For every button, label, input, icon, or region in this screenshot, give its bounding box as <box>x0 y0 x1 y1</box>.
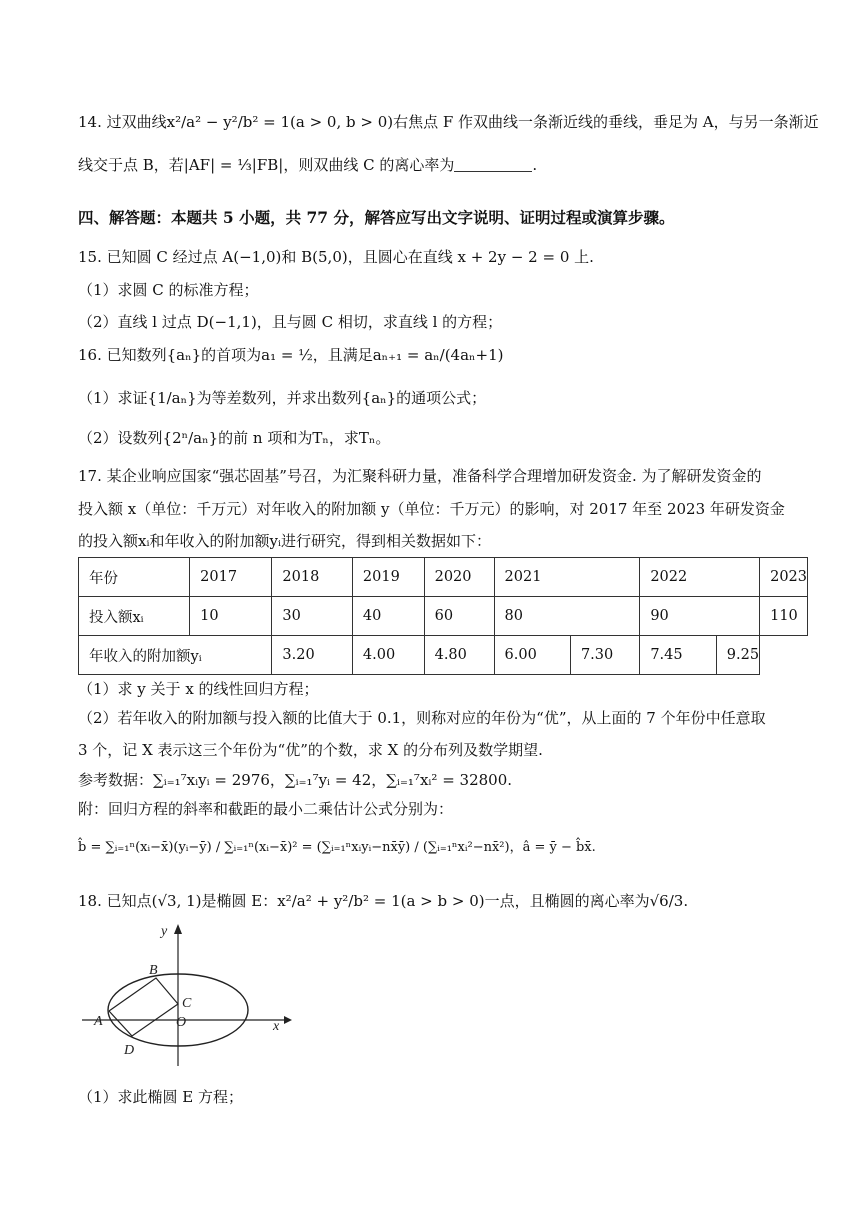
label-a: A <box>94 1014 103 1029</box>
q16-stem: 16. 已知数列{aₙ}的首项为a₁ = ½，且满足aₙ₊₁ = aₙ/(4aₙ+1) <box>78 346 504 364</box>
q17-part1: （1）求 y 关于 x 的线性回归方程； <box>78 680 319 698</box>
table-cell: 60 <box>424 597 494 636</box>
label-y: y <box>161 924 168 939</box>
table-cell: 6.00 <box>494 636 570 675</box>
table-cell: 年收入的附加额yᵢ <box>79 636 272 675</box>
q17-part2-b: 3 个，记 X 表示这三个年份为“优”的个数，求 X 的分布列及数学期望. <box>78 741 543 759</box>
table-cell: 90 <box>640 597 760 636</box>
table-cell: 80 <box>494 597 640 636</box>
q17-line1: 17. 某企业响应国家“强芯固基”号召，为汇聚科研力量，准备科学合理增加研发资金. 为了解研发资金的 <box>78 467 762 485</box>
q17-line2: 投入额 x（单位：千万元）对年收入的附加额 y（单位：千万元）的影响，对 2017 年至 2023 年研发资金 <box>78 500 785 518</box>
table-cell: 10 <box>190 597 272 636</box>
table-cell: 2021 <box>494 558 640 597</box>
table-cell: 110 <box>760 597 808 636</box>
table-cell: 年份 <box>79 558 190 597</box>
table-row <box>79 558 808 597</box>
q18-stem: 18. 已知点(√3, 1)是椭圆 E：x²/a² + y²/b² = 1(a > b > 0)一点，且椭圆的离心率为√6/3. <box>78 892 689 910</box>
table-cell: 2017 <box>190 558 272 597</box>
table-cell: 2018 <box>272 558 352 597</box>
label-c: C <box>182 996 192 1011</box>
q15-part2: （2）直线 l 过点 D(−1,1)，且与圆 C 相切，求直线 l 的方程； <box>78 313 503 331</box>
table-cell: 30 <box>272 597 352 636</box>
table-row <box>79 636 808 675</box>
q16-part2: （2）设数列{2ⁿ/aₙ}的前 n 项和为Tₙ，求Tₙ。 <box>78 429 391 447</box>
regression-formula: b̂ = ∑ᵢ₌₁ⁿ(xᵢ−x̄)(yᵢ−ȳ) / ∑ᵢ₌₁ⁿ(xᵢ−x̄)² = (∑ᵢ₌₁ⁿxᵢyᵢ−nx̄ȳ) / (∑ᵢ₌₁ⁿxᵢ²−nx̄²)，â = ȳ − b̂x̄. <box>78 840 596 855</box>
table-cell: 4.00 <box>352 636 424 675</box>
table-cell: 4.80 <box>424 636 494 675</box>
x-axis-arrow-icon <box>284 1016 292 1024</box>
q14-line2: 线交于点 B，若|AF| = ⅓|FB|，则双曲线 C 的离心率为 . <box>78 156 538 174</box>
table-cell: 2022 <box>640 558 760 597</box>
data-table <box>78 557 808 675</box>
table-cell: 投入额xᵢ <box>79 597 190 636</box>
q15-stem: 15. 已知圆 C 经过点 A(−1,0)和 B(5,0)，且圆心在直线 x + 2y − 2 = 0 上. <box>78 248 594 266</box>
table-cell: 2019 <box>352 558 424 597</box>
table-cell: 7.30 <box>570 636 639 675</box>
quadrilateral-abcd <box>109 978 178 1036</box>
ellipse-figure <box>74 918 294 1068</box>
q14-line1: 14. 过双曲线x²/a² − y²/b² = 1(a > 0, b > 0)右焦点 F 作双曲线一条渐近线的垂线，垂足为 A，与另一条渐近 <box>78 113 819 131</box>
q15-part1: （1）求圆 C 的标准方程； <box>78 281 259 299</box>
table-cell: 40 <box>352 597 424 636</box>
y-axis-arrow-icon <box>174 924 182 934</box>
table-cell: 7.45 <box>640 636 716 675</box>
q18-part1: （1）求此椭圆 E 方程； <box>78 1088 244 1106</box>
label-o: O <box>176 1015 187 1030</box>
section-heading: 四、解答题：本题共 5 小题，共 77 分，解答应写出文字说明、证明过程或演算步骤。 <box>78 208 675 227</box>
answer-blank <box>454 157 532 172</box>
table-cell: 2023 <box>760 558 808 597</box>
q17-part2-a: （2）若年收入的附加额与投入额的比值大于 0.1，则称对应的年份为“优”，从上面的 7 个年份中任意取 <box>78 709 766 727</box>
table-cell: 2020 <box>424 558 494 597</box>
label-b: B <box>149 963 158 978</box>
label-x: x <box>273 1019 280 1034</box>
label-d: D <box>124 1043 135 1058</box>
reference-data: 参考数据：∑ᵢ₌₁⁷xᵢyᵢ = 2976，∑ᵢ₌₁⁷yᵢ = 42，∑ᵢ₌₁⁷xᵢ² = 32800. <box>78 771 513 789</box>
q16-part1: （1）求证{1/aₙ}为等差数列，并求出数列{aₙ}的通项公式； <box>78 389 487 407</box>
formula-note: 附：回归方程的斜率和截距的最小二乘估计公式分别为： <box>78 800 454 818</box>
q17-line3: 的投入额xᵢ和年收入的附加额yᵢ进行研究，得到相关数据如下： <box>78 532 491 550</box>
table-cell: 9.25 <box>716 636 759 675</box>
table-row <box>79 597 808 636</box>
table-cell: 3.20 <box>272 636 352 675</box>
